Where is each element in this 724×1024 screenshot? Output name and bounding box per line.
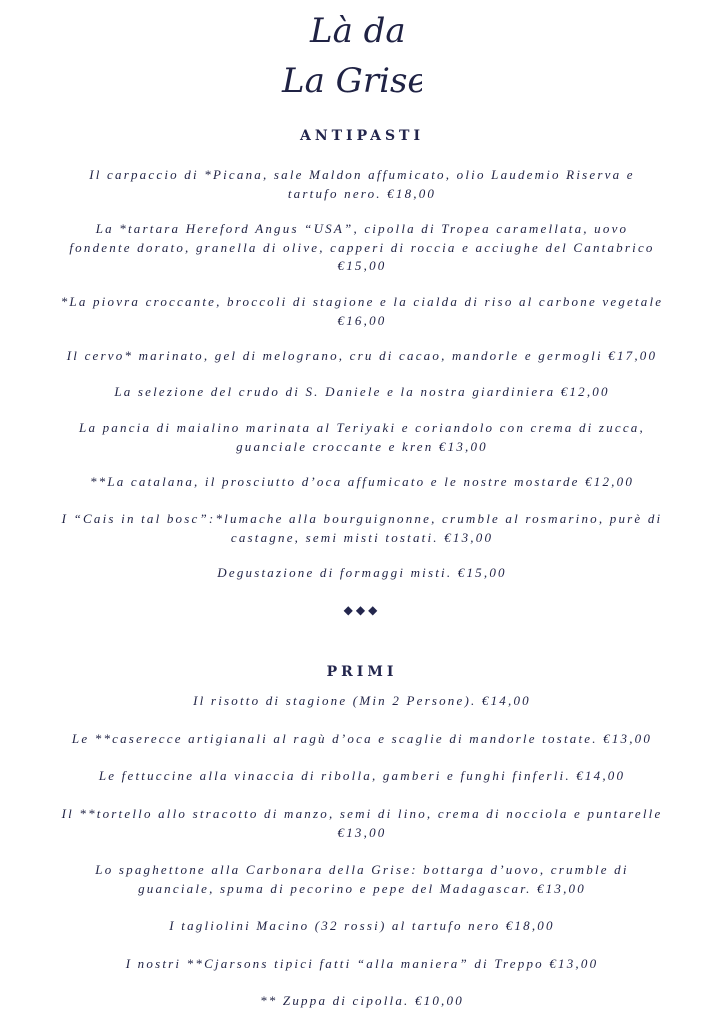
menu-item: *La piovra croccante, broccoli di stagione e la cialda di riso al carbone vegetale €16,00 — [60, 294, 664, 328]
menu-item: Il carpaccio di *Picana, sale Maldon affumicato, olio Laudemio Riserva e tartufo nero. €18,00 — [89, 167, 635, 201]
menu-item: I tagliolini Macino (32 rossi) al tartufo nero €18,00 — [169, 918, 555, 933]
logo-line2: La Grise — [282, 61, 422, 101]
logo-line1: Là da — [310, 11, 406, 51]
restaurant-logo — [272, 0, 422, 108]
menu-item: **La catalana, il prosciutto d’oca affumicato e le nostre mostarde €12,00 — [89, 474, 635, 489]
menu-item: La *tartara Hereford Angus “USA”, cipolla di Tropea caramellata, uovo fondente dorato, granella di olive, capperi di roccia e acciughe del Cantabrico €15,00 — [69, 221, 655, 273]
primi-title: PRIMI — [326, 664, 398, 680]
menu-item: Degustazione di formaggi misti. €15,00 — [217, 565, 507, 580]
menu-item: Le **caserecce artigianali al ragù d’oca e scaglie di mandorle tostate. €13,00 — [71, 731, 653, 746]
menu-item: ** Zuppa di cipolla. €10,00 — [260, 993, 464, 1008]
menu-item: La selezione del crudo di S. Daniele e la nostra giardiniera €12,00 — [114, 384, 610, 399]
menu-item: I “Cais in tal bosc”:*lumache alla bourguignonne, crumble al rosmarino, purè di castagne, semi misti tostati. €13,00 — [61, 511, 663, 545]
menu-item: Le fettuccine alla vinaccia di ribolla, gamberi e funghi finferli. €14,00 — [98, 768, 626, 783]
menu-item: Il **tortello allo stracotto di manzo, semi di lino, crema di nocciola e puntarelle €13,00 — [61, 806, 663, 840]
menu-item: Il risotto di stagione (Min 2 Persone). €14,00 — [193, 693, 531, 708]
menu-item: I nostri **Cjarsons tipici fatti “alla maniera” di Treppo €13,00 — [125, 956, 599, 971]
menu-item: Il cervo* marinato, gel di melograno, cru di cacao, mandorle e germogli €17,00 — [66, 348, 658, 363]
menu-item: Lo spaghettone alla Carbonara della Grise: bottarga d’uovo, crumble di guanciale, spuma di pecorino e pepe del Madagascar. €13,00 — [95, 862, 629, 896]
section-divider: ◆◆◆ — [343, 603, 381, 617]
menu-item: La pancia di maialino marinata al Teriyaki e coriandolo con crema di zucca, guanciale croccante e kren €13,00 — [79, 420, 645, 454]
antipasti-title: ANTIPASTI — [299, 128, 425, 144]
